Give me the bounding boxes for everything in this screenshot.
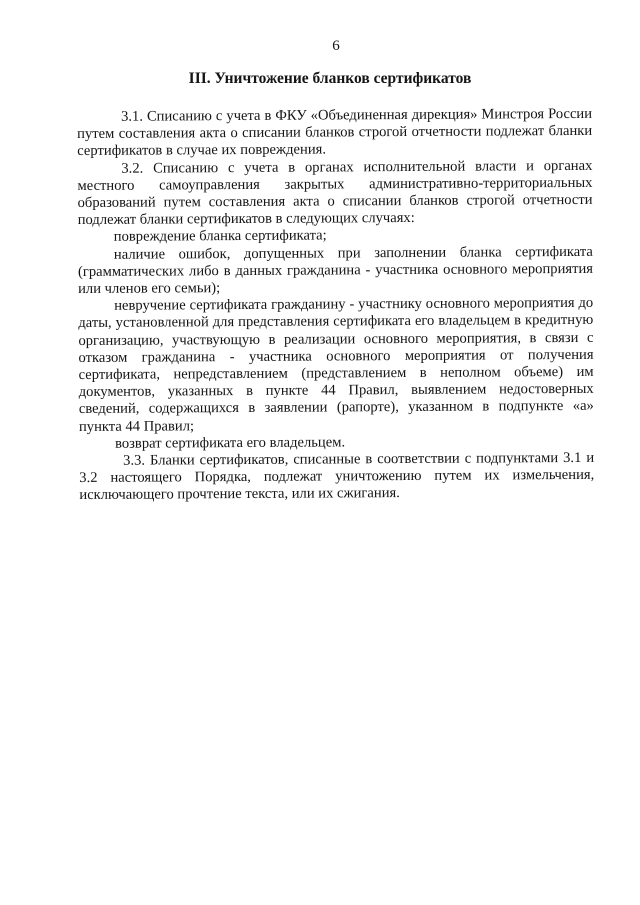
list-item-errors: наличие ошибок, допущенных при заполнении бланка сертификата (грамматических либо в данных гражданина - участника основного мероприятия или членов его семьи); (77, 243, 594, 298)
section-title: III. Уничтожение бланков сертификатов (188, 70, 472, 87)
paragraph-3-2: 3.2. Списанию с учета в органах исполнительной власти и органах местного самоуправления закрытых административно-территориальных образований путем составления акта о списании бланков строгой отчетности подлежат бланки сертификатов в следующих случаях: (77, 157, 593, 229)
paragraph-3-3: 3.3. Бланки сертификатов, списанные в соответствии с подпунктами 3.1 и 3.2 настоящего Порядка, подлежат уничтожению путем их измельчения, исключающего прочтение текста, или их сжигания. (79, 449, 595, 504)
paragraph-3-1: 3.1. Списанию с учета в ФКУ «Объединенная дирекция» Минстроя России путем составления акта о списании бланков строгой отчетности подлежат бланки сертификатов в случае их повреждения. (77, 105, 593, 160)
page-number: 6 (332, 38, 340, 54)
document-body (77, 106, 594, 505)
list-item-non-delivery: невручение сертификата гражданину - участнику основного мероприятия до даты, установленной для представления сертификата его владельцем в кредитную организацию, участвующую в реализации основного мероприятия, в связи с отказом гражданина - участника основного мероприятия от получения сертификата, непредставлением (представлением в неполном объеме) им документов, указанных в пункте 44 Правил, выявлением недостоверных сведений, содержащихся в заявлении (рапорте), указанном в подпункте «а» пункта 44 Правил; (78, 295, 594, 435)
list-item-return: возврат сертификата его владельцем. (114, 434, 346, 452)
list-item-damage: повреждение бланка сертификата; (113, 227, 327, 246)
